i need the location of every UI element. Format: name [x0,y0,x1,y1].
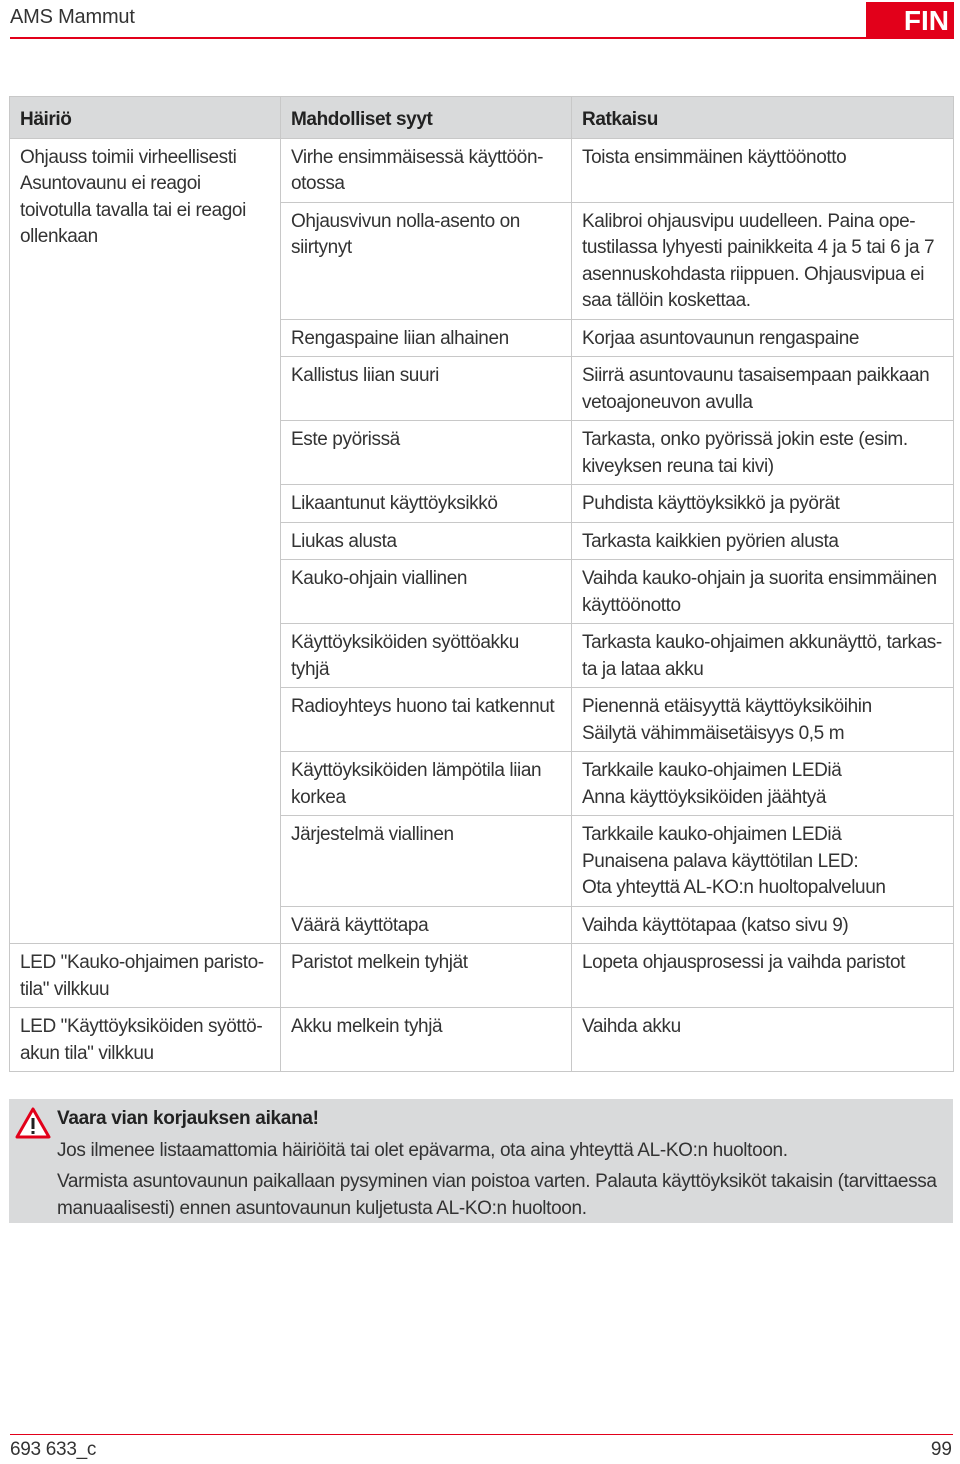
solution-text: saa tällöin koskettaa. [582,290,751,311]
column-header-solution: Ratkaisu [572,97,954,139]
solution-cell [572,319,954,357]
cause-cell [281,688,572,752]
cause-text: siirtynyt [291,237,352,258]
fault-text: LED "Kauko-ohjaimen paristo- [20,952,264,973]
warning-box [9,1099,953,1223]
solution-text: Lopeta ohjausprosessi ja vaihda paristot [582,952,906,973]
solution-cell [572,688,954,752]
fault-text: tila" vilkkuu [20,978,110,1000]
fault-text: Asuntovaunu ei reagoi [20,173,201,194]
solution-text: vetoajoneuvon avulla [582,391,753,413]
solution-text: kiveyksen reuna tai kivi) [582,455,774,477]
solution-text: ta ja lataa akku [582,658,704,680]
document-title: AMS Mammut [10,6,135,28]
warning-title: Vaara vian korjauksen aikana! [57,1108,319,1129]
fault-text: toivotulla tavalla tai ei reagoi [20,199,246,221]
solution-text: Toista ensimmäinen käyttöönotto [582,146,847,168]
cause-cell [281,319,572,357]
solution-cell [572,138,954,202]
cause-cell [281,357,572,421]
fault-text: Ohjauss toimii virheellisesti [20,146,237,168]
table-body [10,138,954,1072]
cause-text: Akku melkein tyhjä [291,1016,443,1037]
solution-cell [572,944,954,1008]
solution-text: Punaisena palava käyttötilan LED: [582,850,859,872]
cause-text: Radioyhteys huono tai katkennut [291,696,555,717]
fault-cell [10,1008,281,1072]
solution-cell [572,522,954,560]
cause-cell [281,138,572,202]
cause-cell [281,560,572,624]
fault-text: LED "Käyttöyksiköiden syöttö- [20,1016,263,1037]
solution-text: Kalibroi ohjausvipu uudelleen. Paina ope- [582,210,916,232]
solution-text: Tarkasta, onko pyörissä jokin este (esim. [582,429,908,450]
solution-cell [572,357,954,421]
table-row [10,138,954,202]
solution-text: Tarkasta kauko-ohjaimen akkunäyttö, tarkas- [582,632,942,653]
warning-text-1: Jos ilmenee listaamattomia häiriöitä tai olet epävarma, ota aina yhteyttä AL-KO:n huoltoon. [57,1140,788,1161]
solution-text: Korjaa asuntovaunun rengaspaine [582,327,860,349]
cause-text: tyhjä [291,658,330,680]
cause-cell [281,485,572,523]
cause-text: Rengaspaine liian alhainen [291,327,509,349]
table-row [10,944,954,1008]
language-badge: FIN [866,2,954,39]
cause-cell [281,752,572,816]
cause-text: korkea [291,786,346,808]
page-number: 99 [930,1439,952,1460]
column-header-fault: Häiriö [10,97,281,139]
solution-cell [572,421,954,485]
solution-cell [572,202,954,319]
solution-text: Siirrä asuntovaunu tasaisempaan paikkaan [582,365,930,386]
cause-text: Este pyörissä [291,429,400,450]
cause-text: Likaantunut käyttöyksikkö [291,493,498,514]
solution-text: Tarkasta kaikkien pyörien alusta [582,530,839,552]
solution-text: Anna käyttöyksiköiden jäähtyä [582,786,827,808]
solution-text: Vaihda kauko-ohjain ja suorita ensimmäinen [582,568,937,589]
table-row [10,1008,954,1072]
warning-text-2: Varmista asuntovaunun paikallaan pysyminen vian poistoa varten. Palauta käyttöyksiköt takaisin (tarvittaessa manuaalisesti) ennen asuntovaunun kuljetusta AL-KO:n huoltoon. [57,1171,937,1219]
column-header-causes: Mahdolliset syyt [281,97,572,139]
solution-text: asennuskohdasta riippuen. Ohjausvipua ei [582,263,925,285]
cause-cell [281,202,572,319]
solution-cell [572,752,954,816]
cause-text: Virhe ensimmäisessä käyttöön- [291,146,544,168]
footer-divider [10,1434,953,1435]
fault-text: ollenkaan [20,226,98,247]
cause-text: Ohjausvivun nolla-asento on [291,210,520,232]
cause-cell [281,816,572,907]
solution-text: Pienennä etäisyyttä käyttöyksiköihin [582,696,872,717]
solution-text: Vaihda akku [582,1016,681,1037]
header-divider [10,37,867,39]
cause-cell [281,624,572,688]
fault-cell [10,138,281,944]
cause-cell [281,906,572,944]
cause-cell [281,944,572,1008]
solution-text: Vaihda käyttötapaa (katso sivu 9) [582,914,849,936]
solution-text: Ota yhteyttä AL-KO:n huoltopalveluun [582,877,886,898]
cause-text: Liukas alusta [291,530,397,552]
table-header-row [10,97,954,139]
solution-text: Säilytä vähimmäisetäisyys 0,5 m [582,722,845,744]
cause-text: Järjestelmä viallinen [291,824,454,845]
fault-text: akun tila" vilkkuu [20,1042,154,1064]
solution-text: Tarkkaile kauko-ohjaimen LEDiä [582,760,842,781]
solution-cell [572,906,954,944]
solution-cell [572,816,954,907]
cause-cell [281,1008,572,1072]
solution-cell [572,1008,954,1072]
cause-text: Kallistus liian suuri [291,365,439,386]
solution-cell [572,560,954,624]
cause-cell [281,421,572,485]
cause-text: Käyttöyksiköiden syöttöakku [291,632,519,653]
cause-text: Käyttöyksiköiden lämpötila liian [291,760,542,781]
cause-cell [281,522,572,560]
fault-cell [10,944,281,1008]
cause-text: Paristot melkein tyhjät [291,952,468,973]
solution-cell [572,485,954,523]
solution-text: Puhdista käyttöyksikkö ja pyörät [582,493,840,514]
solution-text: Tarkkaile kauko-ohjaimen LEDiä [582,824,842,845]
document-number: 693 633_c [10,1439,97,1460]
cause-text: Kauko-ohjain viallinen [291,568,468,589]
solution-cell [572,624,954,688]
warning-triangle-icon [15,1107,51,1139]
solution-text: käyttöönotto [582,594,681,616]
troubleshooting-table [9,96,954,1072]
solution-text: tustilassa lyhyesti painikkeita 4 ja 5 tai 6 ja 7 [582,237,935,258]
cause-text: Väärä käyttötapa [291,914,429,936]
cause-text: otossa [291,173,345,194]
